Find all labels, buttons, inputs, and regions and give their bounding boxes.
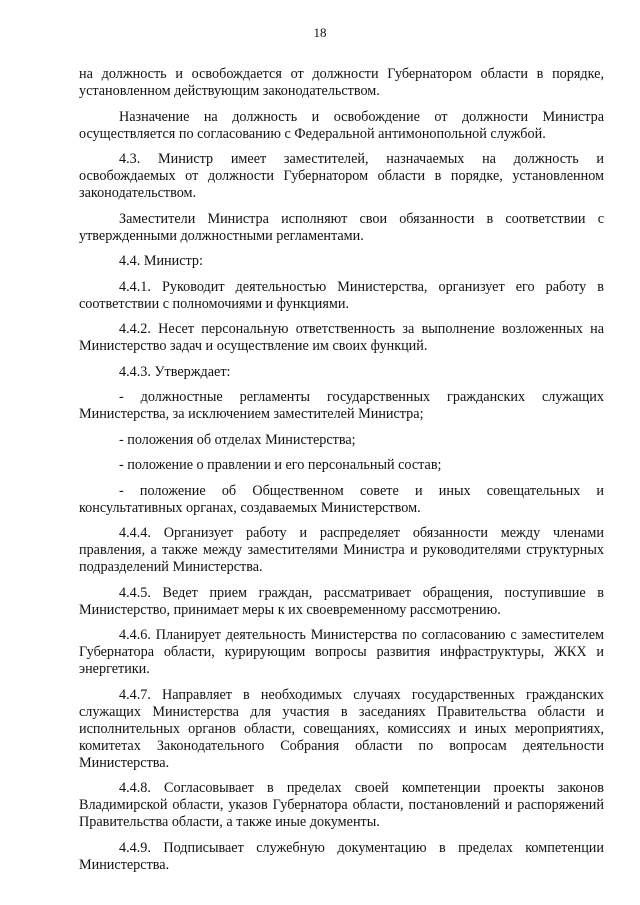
- paragraph: - должностные регламенты государственных гражданских служащих Министерства, за исключением заместителей Министра;: [79, 389, 604, 422]
- paragraph: 4.4.3. Утверждает:: [119, 363, 231, 380]
- paragraph: - положение об Общественном совете и иных совещательных и консультативных органах, создаваемых Министерством.: [79, 482, 604, 516]
- paragraph: 4.4.7. Направляет в необходимых случаях государственных гражданских служащих Министерства для участия в заседаниях Правительства области и исполнительных органов области, совещаниях, комиссиях и иных мероприятиях, комитетах Законодательного Собрания области по вопросам деятельности Министерства.: [79, 686, 604, 771]
- paragraph: 4.4.6. Планирует деятельность Министерства по согласованию с заместителем Губернатора области, курирующим вопросы развития инфраструктуры, ЖКХ и энергетики.: [79, 627, 604, 677]
- paragraph: 4.4. Министр:: [119, 253, 203, 269]
- paragraph: 4.4.9. Подписывает служебную документацию в пределах компетенции Министерства.: [79, 839, 604, 873]
- page-number: 18: [313, 25, 327, 40]
- paragraph: Назначение на должность и освобождение от должности Министра осуществляется по согласованию с Федеральной антимонопольной службой.: [79, 108, 604, 142]
- document-body: [79, 66, 604, 882]
- paragraph: на должность и освобождается от должности Губернатором области в порядке, установленном действующим законодательством.: [79, 66, 604, 99]
- paragraph: - положение о правлении и его персональный состав;: [119, 457, 442, 473]
- paragraph: 4.4.1. Руководит деятельностью Министерства, организует его работу в соответствии с полномочиями и функциями.: [79, 278, 604, 312]
- paragraph: 4.3. Министр имеет заместителей, назначаемых на должность и освобождаемых от должности Губернатором области в порядке, установленном законодательством.: [79, 151, 604, 201]
- paragraph: Заместители Министра исполняют свои обязанности в соответствии с утвержденными должностными регламентами.: [79, 210, 604, 244]
- paragraph: - положения об отделах Министерства;: [119, 431, 356, 448]
- paragraph: 4.4.8. Согласовывает в пределах своей компетенции проекты законов Владимирской области, указов Губернатора области, постановлений и распоряжений Правительства области, а также иные документы.: [79, 780, 604, 830]
- paragraph: 4.4.4. Организует работу и распределяет обязанности между членами правления, а также между заместителями Министра и руководителями структурных подразделений Министерства.: [79, 525, 604, 575]
- paragraph: 4.4.2. Несет персональную ответственность за выполнение возложенных на Министерство задач и осуществление им своих функций.: [79, 321, 604, 354]
- paragraph: 4.4.5. Ведет прием граждан, рассматривает обращения, поступившие в Министерство, принимает меры к их своевременному рассмотрению.: [79, 584, 604, 618]
